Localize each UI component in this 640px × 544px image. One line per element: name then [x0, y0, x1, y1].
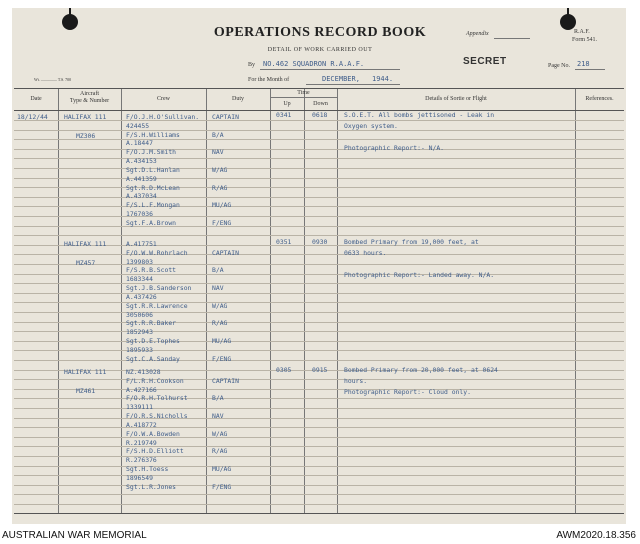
- crew-member: NZ.413028: [126, 368, 161, 376]
- crew-duty: B/A: [212, 266, 224, 275]
- sortie-detail-line: Photographic Report:- Cloud only.: [344, 388, 471, 397]
- sortie-date: 18/12/44: [17, 113, 48, 121]
- sortie-detail-line: Photographic Report:- Landed away. N/A.: [344, 271, 495, 280]
- crew-duty: NAV: [212, 412, 224, 421]
- crew-member: A.441359: [126, 174, 157, 183]
- ruled-line: [14, 216, 624, 217]
- crew-member: F/S.R.B.Scott: [126, 266, 177, 275]
- classification-stamp: SECRET: [463, 56, 507, 67]
- aircraft-number: MZ457: [76, 259, 96, 268]
- page-underline: [575, 69, 605, 70]
- crew-member: Sgt.L.R.Jones: [126, 482, 177, 491]
- crew-member: 1895933: [126, 345, 153, 354]
- unit-name: NO.462 SQUADRON R.A.A.F.: [263, 60, 365, 68]
- ruled-line: [14, 485, 624, 486]
- crew-member: R.219749: [126, 438, 157, 447]
- aircraft-type: HALIFAX 111: [64, 368, 107, 376]
- footer-reference: AWM2020.18.356: [556, 530, 636, 541]
- crew-member: R.276376: [126, 456, 157, 465]
- ruled-line: [14, 178, 624, 179]
- form-top: R.A.F.: [574, 29, 590, 35]
- col-divider: [304, 89, 305, 513]
- sortie-detail-line: S.O.E.T. All bombs jettisoned - Leak in: [344, 111, 495, 119]
- crew-duty: MU/AG: [212, 337, 232, 346]
- aircraft-number: MZ306: [76, 132, 96, 141]
- crew-member: F/O.W.A.Bowden: [126, 429, 180, 438]
- ruled-line: [14, 379, 624, 380]
- sortie-detail-line: Oxygen system.: [344, 122, 398, 131]
- crew-duty: W/AG: [212, 165, 228, 174]
- crew-member: F/O.J.H.O'Sullivan.: [126, 113, 200, 121]
- crew-duty: MU/AG: [212, 465, 232, 474]
- crew-member: Sgt.D.E.Tophes: [126, 337, 180, 346]
- crew-member: F/O.R.H.Tolhurst: [126, 394, 188, 403]
- ruled-line: [14, 168, 624, 169]
- crew-member: A.437034: [126, 192, 157, 201]
- ruled-line: [14, 446, 624, 447]
- month-underline: [306, 84, 400, 85]
- crew-duty: NAV: [212, 284, 224, 293]
- time-down: 0930: [312, 238, 328, 246]
- ruled-line: [14, 427, 624, 428]
- crew-duty: CAPTAIN: [212, 113, 239, 121]
- ruled-line: [14, 130, 624, 131]
- col-divider: [575, 89, 576, 513]
- ruled-line: [14, 360, 624, 361]
- ruled-line: [14, 235, 624, 236]
- crew-member: 1852943: [126, 328, 153, 337]
- crew-member: A.417751: [126, 240, 157, 248]
- crew-member: 1399803: [126, 257, 153, 266]
- print-reference: Wt. ———— T.S. 700: [34, 77, 72, 82]
- crew-member: A.427166: [126, 385, 157, 394]
- crew-member: Sgt.R.D.McLean: [126, 183, 180, 192]
- appendix-label: Appendix: [466, 31, 489, 37]
- sortie-detail-line: Photographic Report:- N/A.: [344, 144, 445, 153]
- crew-duty: W/AG: [212, 301, 228, 310]
- crew-member: 1767036: [126, 210, 153, 219]
- page-label: Page No.: [548, 63, 570, 69]
- col-header-duty: Duty: [232, 96, 244, 102]
- ruled-line: [14, 350, 624, 351]
- col-header-down: Down: [313, 101, 328, 107]
- year-value: 1944.: [372, 75, 394, 83]
- ruled-line: [14, 504, 624, 505]
- crew-member: F/S.H.Williams: [126, 130, 180, 139]
- crew-member: 1896549: [126, 473, 153, 482]
- binder-hole-left: [62, 14, 78, 30]
- sortie-detail-line: Bombed Primary from 19,000 feet, at: [344, 238, 479, 246]
- crew-duty: B/A: [212, 130, 224, 139]
- time-up: 0305: [276, 366, 292, 374]
- crew-member: Sgt.R.R.Lawrence: [126, 301, 188, 310]
- aircraft-number: MZ461: [76, 387, 96, 396]
- col-header-up: Up: [283, 101, 291, 107]
- page-number: 218: [577, 60, 590, 68]
- crew-duty: F/ENG: [212, 354, 232, 363]
- page-subtitle: DETAIL OF WORK CARRIED OUT: [267, 47, 373, 53]
- binder-hole-right: [560, 14, 576, 30]
- col-header-references: References.: [585, 96, 614, 102]
- crew-member: F/O.J.M.Smith: [126, 148, 177, 157]
- crew-member: Sgt.J.B.Sanderson: [126, 284, 192, 293]
- crew-member: Sgt.C.A.Sanday: [126, 354, 180, 363]
- ruled-line: [14, 494, 624, 495]
- ruled-line: [14, 283, 624, 284]
- crew-member: 424455: [126, 121, 150, 130]
- ruled-line: [14, 312, 624, 313]
- col-header-details: Details of Sortie or Flight: [425, 96, 487, 102]
- ruled-line: [14, 293, 624, 294]
- ruled-line: [14, 408, 624, 409]
- form-number: Form 541.: [572, 37, 598, 43]
- crew-member: F/S.L.F.Mongan: [126, 201, 180, 210]
- ruled-line: [14, 466, 624, 467]
- crew-member: A.18447: [126, 139, 153, 148]
- crew-member: F/O.W.W.Rohrlach: [126, 248, 188, 257]
- record-table: [14, 88, 624, 514]
- footer-archive: AUSTRALIAN WAR MEMORIAL: [2, 530, 147, 541]
- col-header-date: Date: [30, 96, 42, 102]
- crew-duty: B/A: [212, 394, 224, 403]
- crew-duty: R/AG: [212, 319, 228, 328]
- ruled-line: [14, 149, 624, 150]
- crew-member: A.434153: [126, 157, 157, 166]
- crew-member: F/L.R.H.Cookson: [126, 376, 184, 385]
- ruled-line: [14, 206, 624, 207]
- ruled-line: [14, 158, 624, 159]
- time-down: 0915: [312, 366, 328, 374]
- ruled-line: [14, 139, 624, 140]
- crew-member: Sgt.F.A.Brown: [126, 218, 177, 227]
- ruled-line: [14, 322, 624, 323]
- crew-duty: F/ENG: [212, 218, 232, 227]
- sortie-detail-line: Bombed Primary from 20,000 feet, at 0624: [344, 366, 498, 374]
- ruled-line: [14, 389, 624, 390]
- sortie-detail-line: 0633 hours.: [344, 249, 387, 258]
- aircraft-type: HALIFAX 111: [64, 113, 107, 121]
- col-divider: [270, 89, 271, 513]
- crew-member: Sgt.R.R.Baker: [126, 319, 177, 328]
- col-header-time: Time: [297, 90, 310, 96]
- page-title: OPERATIONS RECORD BOOK: [213, 25, 427, 40]
- sortie-detail-line: hours.: [344, 377, 368, 386]
- crew-duty: R/AG: [212, 447, 228, 456]
- by-label: By: [248, 62, 256, 68]
- crew-duty: NAV: [212, 148, 224, 157]
- ruled-line: [14, 437, 624, 438]
- crew-member: F/O.R.S.Nicholls: [126, 412, 188, 421]
- crew-duty: MU/AG: [212, 201, 232, 210]
- crew-member: A.437426: [126, 292, 157, 301]
- col-divider: [121, 89, 122, 513]
- crew-member: Sgt.H.Toess: [126, 465, 169, 474]
- month-label: For the Month of: [248, 77, 290, 83]
- ruled-line: [14, 341, 624, 342]
- time-down: 0618: [312, 111, 328, 119]
- ruled-line: [14, 475, 624, 476]
- time-up: 0341: [276, 111, 292, 119]
- ruled-line: [14, 398, 624, 399]
- ruled-line: [14, 456, 624, 457]
- crew-duty: R/AG: [212, 183, 228, 192]
- col-divider: [58, 89, 59, 513]
- crew-duty: F/ENG: [212, 482, 232, 491]
- ruled-line: [14, 264, 624, 265]
- ruled-line: [14, 274, 624, 275]
- unit-underline: [260, 69, 400, 70]
- month-value: DECEMBER,: [322, 75, 360, 83]
- crew-member: F/S.H.D.Elliott: [126, 447, 184, 456]
- col-header-crew: Crew: [157, 96, 170, 102]
- ruled-line: [14, 302, 624, 303]
- crew-member: 3050606: [126, 310, 153, 319]
- col-divider: [337, 89, 338, 513]
- col-header-aircraft: Aircraft Type & Number: [69, 91, 110, 104]
- crew-member: 1339111: [126, 403, 153, 412]
- ruled-line: [14, 418, 624, 419]
- aircraft-type: HALIFAX 111: [64, 240, 107, 248]
- crew-duty: CAPTAIN: [212, 376, 239, 385]
- col-divider: [206, 89, 207, 513]
- crew-duty: CAPTAIN: [212, 248, 239, 257]
- crew-member: Sgt.D.L.Hanlan: [126, 165, 180, 174]
- ruled-line: [14, 187, 624, 188]
- appendix-underline: [494, 38, 530, 39]
- ruled-line: [14, 254, 624, 255]
- crew-member: A.418772: [126, 420, 157, 429]
- time-up: 0351: [276, 238, 292, 246]
- crew-duty: W/AG: [212, 429, 228, 438]
- ruled-line: [14, 197, 624, 198]
- crew-member: 1683344: [126, 275, 153, 284]
- ruled-line: [14, 226, 624, 227]
- ruled-line: [14, 331, 624, 332]
- time-header-rule: [270, 97, 337, 98]
